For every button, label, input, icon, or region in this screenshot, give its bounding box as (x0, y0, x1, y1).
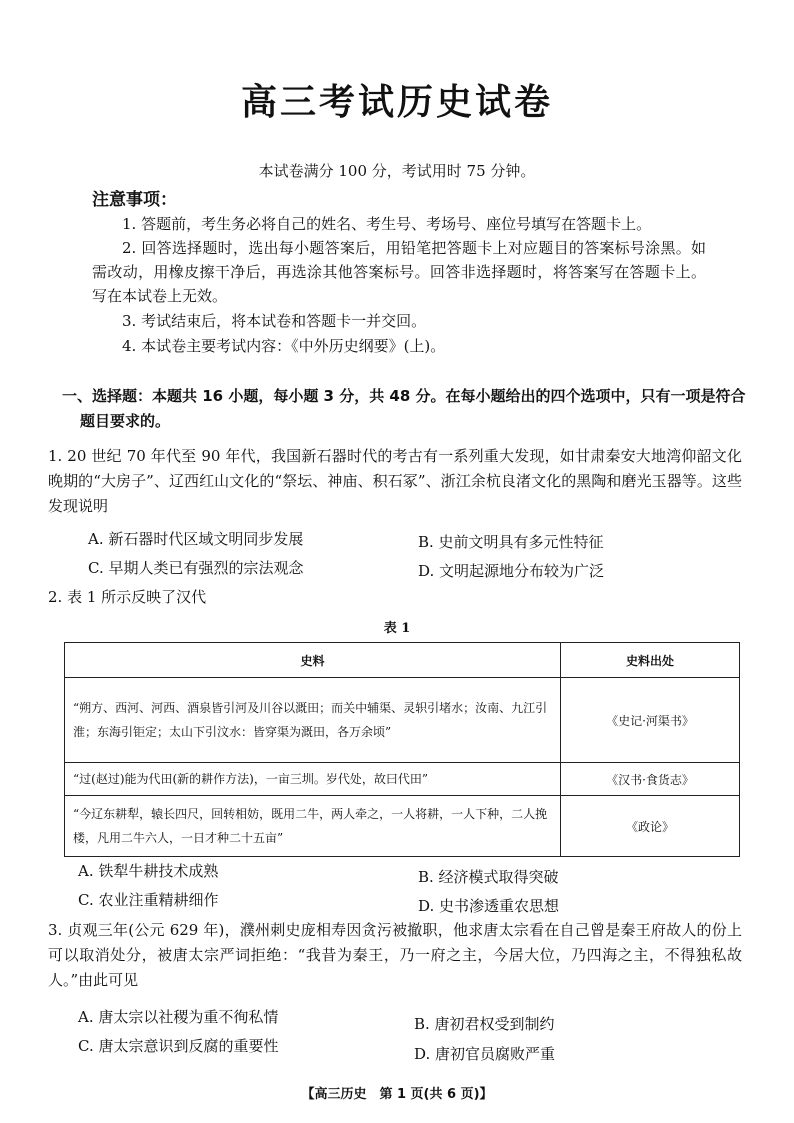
notice-heading: 注意事项： (92, 190, 177, 210)
table-cell-text: “今辽东耕犁，辕长四尺，回转相妨，既用二牛，两人牵之，一人将耕，一人下种，二人挽楼，凡用二牛六人，一日才种二十五亩” (65, 796, 561, 857)
section-1-heading: 一、选择题：本题共 16 小题，每小题 3 分，共 48 分。在每小题给出的四个选项中，只有一项是符合题目要求的。 (62, 387, 746, 430)
notice-item-3: 3. 考试结束后，将本试卷和答题卡一并交回。 (122, 312, 427, 330)
table-caption: 表 1 (383, 621, 411, 636)
table-cell-source: 《史记·河渠书》 (561, 678, 740, 763)
table-cell-source: 《汉书·食货志》 (561, 763, 740, 796)
source-table (64, 642, 740, 857)
notice-item-1: 1. 答题前，考生务必将自己的姓名、考生号、考场号、座位号填写在答题卡上。 (122, 215, 652, 233)
exam-intro: 本试卷满分 100 分，考试用时 75 分钟。 (258, 162, 536, 180)
question-1-option-d: D. 文明起源地分布较为广泛 (418, 562, 605, 580)
table-cell-source: 《政论》 (561, 796, 740, 857)
notice-item-2: 2. 回答选择题时，选出每小题答案后，用铅笔把答题卡上对应题目的答案标号涂黑。如需改动，用橡皮擦干净后，再选涂其他答案标号。回答非选择题时，将答案写在答题卡上。写在本试卷上无效。 (92, 239, 706, 305)
table-row (65, 678, 740, 763)
question-2-stem: 2. 表 1 所示反映了汉代 (48, 588, 207, 606)
question-1-option-b: B. 史前文明具有多元性特征 (418, 533, 604, 551)
notice-item-4: 4. 本试卷主要考试内容：《中外历史纲要》(上)。 (122, 337, 446, 355)
question-3-option-b: B. 唐初君权受到制约 (414, 1015, 555, 1033)
page-footer: 【高三历史 第 1 页(共 6 页)】 (301, 1087, 493, 1102)
question-3-option-d: D. 唐初官员腐败严重 (414, 1045, 556, 1063)
question-2-option-a: A. 铁犁牛耕技术成熟 (78, 862, 219, 880)
question-1-stem: 1. 20 世纪 70 年代至 90 年代，我国新石器时代的考古有一系列重大发现，如甘肃秦安大地湾仰韶文化晚期的“大房子”、辽西红山文化的“祭坛、神庙、积石冢”、浙江余杭良渚文化的黑陶和磨光玉器等。这些发现说明 (48, 447, 742, 515)
question-2-option-c: C. 农业注重精耕细作 (78, 891, 219, 909)
table-header-text: 史料 (65, 643, 561, 678)
table-cell-text: “过(赵过)能为代田(新的耕作方法)，一亩三圳。岁代处，故曰代田” (65, 763, 561, 796)
table-row (65, 796, 740, 857)
question-3-option-c: C. 唐太宗意识到反腐的重要性 (78, 1037, 279, 1055)
table-row (65, 763, 740, 796)
question-3-option-a: A. 唐太宗以社稷为重不徇私情 (78, 1008, 279, 1026)
table-header-source: 史料出处 (561, 643, 740, 678)
question-3-stem: 3. 贞观三年(公元 629 年)，濮州刺史庞相寿因贪污被撤职，他求唐太宗看在自己曾是秦王府故人的份上可以取消处分，被唐太宗严词拒绝：“我昔为秦王，乃一府之主，今居大位，乃四海之主，不得独私故人。”由此可见 (48, 921, 742, 989)
table-header-row (65, 643, 740, 678)
page-title: 高三考试历史试卷 (240, 82, 553, 123)
table-cell-text: “朔方、西河、河西、酒泉皆引河及川谷以溉田；而关中辅渠、灵轵引堵水；汝南、九江引淮；东海引钜定；太山下引汶水：皆穿渠为溉田，各万余顷” (65, 678, 561, 763)
question-1-option-a: A. 新石器时代区域文明同步发展 (88, 530, 304, 548)
question-2-option-d: D. 史书渗透重农思想 (418, 897, 560, 915)
question-2-option-b: B. 经济模式取得突破 (418, 868, 559, 886)
question-1-option-c: C. 早期人类已有强烈的宗法观念 (88, 559, 304, 577)
